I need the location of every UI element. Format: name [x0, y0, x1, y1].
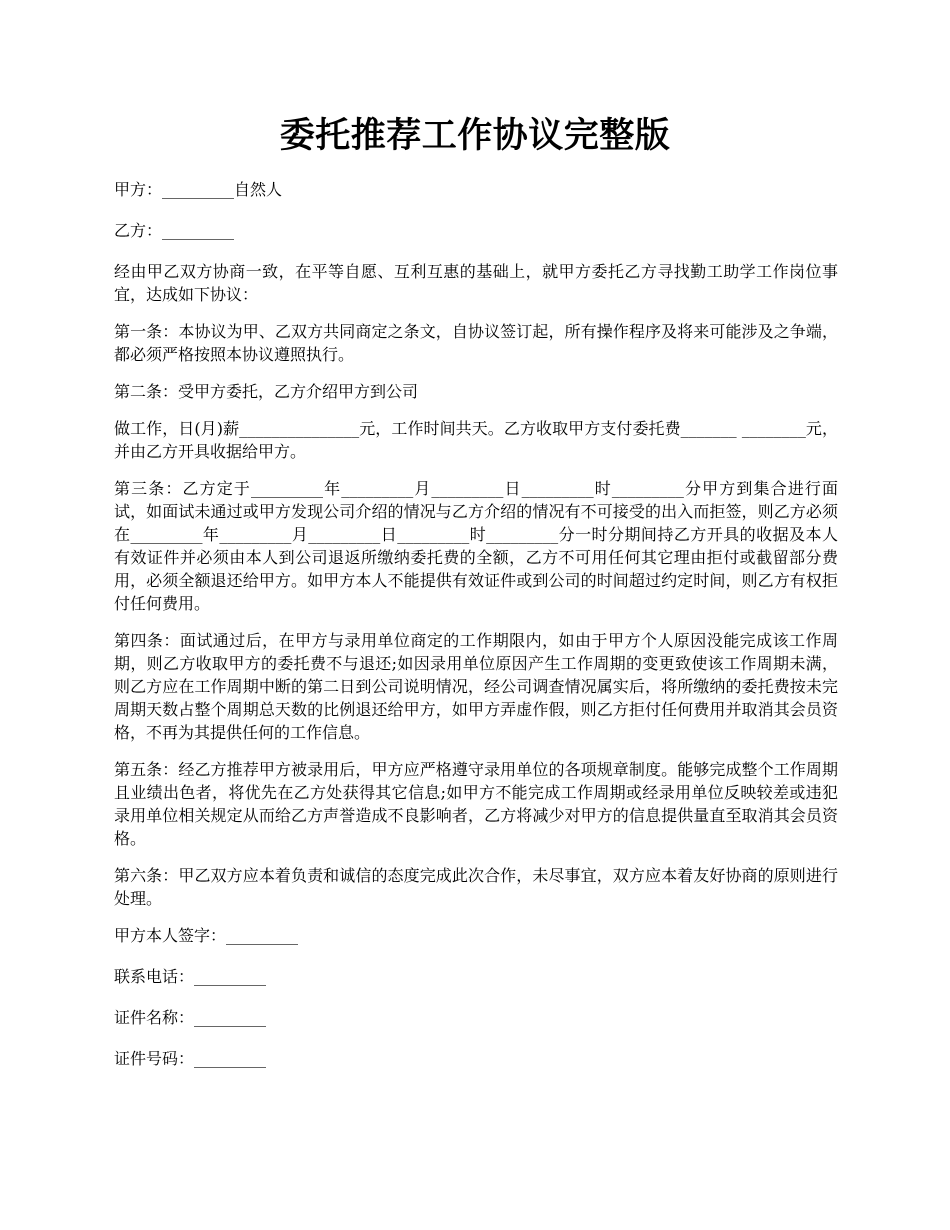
document-body — [114, 178, 838, 1088]
article-3-paragraph: 第三条：乙方定于_________年_________月_________日_________时_________分甲方到集合进行面试，如面试未通过或甲方发现公司介绍的情况与乙方介绍的情况有不可接受的出入而拒签，则乙方必须在_________年_________月_________日_________时_________分一时分期间持乙方开具的收据及本人有效证件并必须由本人到公司退返所缴纳委托费的全额，乙方不可用任何其它理由拒付或截留部分费用，必须全额退还给甲方。如甲方本人不能提供有效证件或到公司的时间超过约定时间，则乙方有权拒付任何费用。 — [114, 479, 838, 613]
article-5-paragraph: 第五条：经乙方推荐甲方被录用后，甲方应严格遵守录用单位的各项规章制度。能够完成整个工作周期且业绩出色者，将优先在乙方处获得其它信息;如甲方不能完成工作周期或经录用单位反映较差或违犯录用单位相关规定从而给乙方声誉造成不良影响者，乙方将减少对甲方的信息提供量直至取消其会员资格。 — [114, 760, 838, 848]
article-1-paragraph: 第一条：本协议为甲、乙双方共同商定之条文，自协议签订起，所有操作程序及将来可能涉及之争端，都必须严格按照本协议遵照执行。 — [114, 322, 838, 364]
document-title: 委托推荐工作协议完整版 — [279, 116, 671, 156]
preamble-paragraph: 经由甲乙双方协商一致，在平等自愿、互利互惠的基础上，就甲方委托乙方寻找勤工助学工作岗位事宜，达成如下协议： — [114, 262, 838, 304]
party-b-line: 乙方：_________ — [114, 221, 235, 240]
article-6-paragraph: 第六条：甲乙双方应本着负责和诚信的态度完成此次合作，未尽事宜，双方应本着友好协商的原则进行处理。 — [114, 866, 838, 908]
article-2-continued-paragraph: 做工作，日(月)薪_______________元，工作时间共天。乙方收取甲方支付委托费_______ ________元，并由乙方开具收据给甲方。 — [114, 419, 838, 461]
article-4-paragraph: 第四条：面试通过后，在甲方与录用单位商定的工作期限内，如由于甲方个人原因没能完成该工作周期，则乙方收取甲方的委托费不与退还;如因录用单位原因产生工作周期的变更致使该工作周期未满，则乙方应在工作周期中断的第二日到公司说明情况，经公司调查情况属实后，将所缴纳的委托费按未完周期天数占整个周期总天数的比例退还给甲方，如甲方弄虚作假，则乙方拒付任何费用并取消其会员资格，不再为其提供任何的工作信息。 — [114, 631, 838, 742]
party-a-line: 甲方：_________自然人 — [114, 180, 283, 199]
article-2-paragraph: 第二条：受甲方委托，乙方介绍甲方到公司 — [114, 382, 419, 401]
signature-line: 甲方本人签字：_________ — [114, 926, 299, 945]
id-type-line: 证件名称：_________ — [114, 1008, 267, 1027]
phone-line: 联系电话：_________ — [114, 967, 267, 986]
id-number-line: 证件号码：_________ — [114, 1049, 267, 1068]
